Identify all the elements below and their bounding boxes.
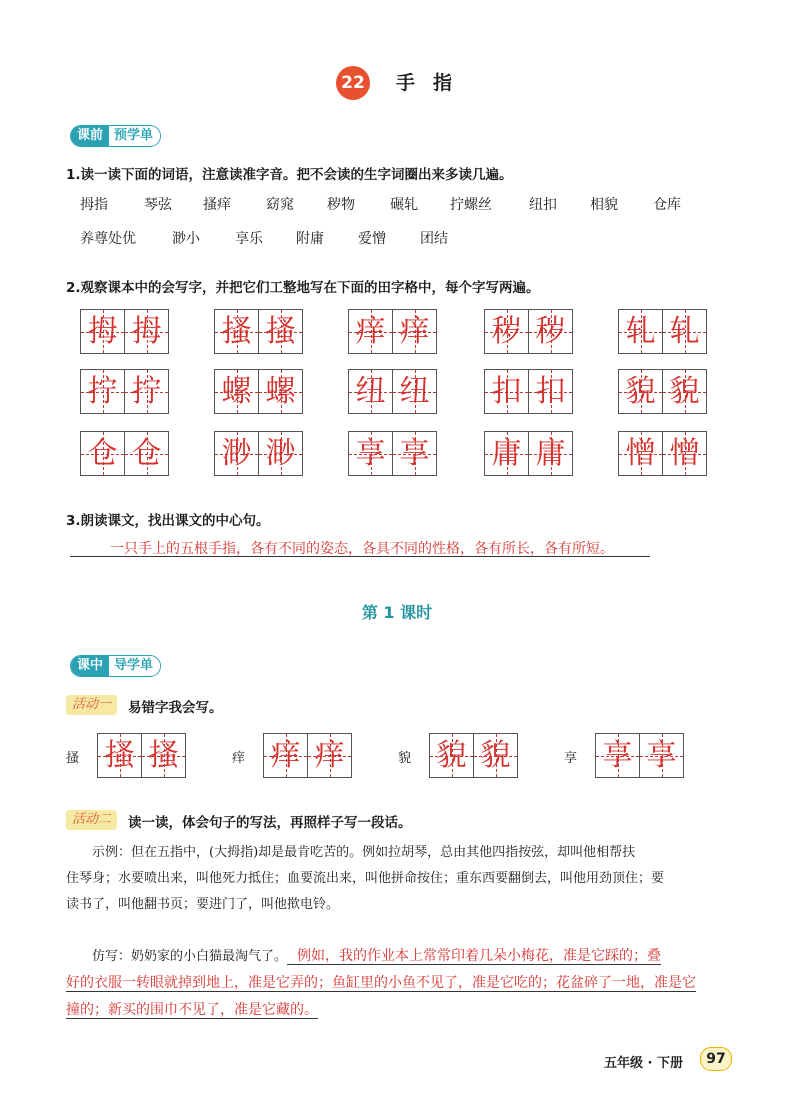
tianzige-cell: 享: [393, 432, 436, 475]
tianzige-cell: 仓: [125, 432, 168, 475]
tianzige-cell: 貌: [663, 370, 706, 413]
activity-2-text: 读一读，体会句子的写法，再照样子写一段话。: [128, 815, 412, 831]
tianzige: [214, 369, 303, 414]
tianzige-cell: 搔: [98, 734, 142, 777]
example-line: 住琴身；水要喷出来，叫他死力抵住；血要流出来，叫他拼命按住；重东西要翻倒去，叫他用劲顶住；要: [66, 871, 665, 886]
tianzige-cell: 庸: [485, 432, 529, 475]
word: 碾轧: [390, 197, 418, 213]
word: 相貌: [590, 197, 618, 213]
tianzige-cell: 搔: [142, 734, 185, 777]
activity-1-label: 享: [564, 751, 578, 766]
tianzige: [595, 733, 684, 778]
tianzige-cell: 庸: [529, 432, 572, 475]
tianzige-cell: 享: [349, 432, 393, 475]
question-3: 3.朗读课文，找出课文的中心句。: [66, 513, 270, 529]
tianzige: [80, 309, 169, 354]
tianzige-cell: 搔: [215, 310, 259, 353]
lesson-title: 手指: [396, 72, 471, 94]
word: 爱憎: [358, 231, 386, 247]
tianzige: [484, 309, 573, 354]
tianzige-cell: 秽: [485, 310, 529, 353]
tianzige-cell: 憎: [619, 432, 663, 475]
imitation-paragraph: [66, 943, 736, 1024]
tianzige-cell: 拧: [81, 370, 125, 413]
tianzige-cell: 享: [596, 734, 640, 777]
tianzige: [80, 431, 169, 476]
tianzige: [80, 369, 169, 414]
central-sentence-answer: 一只手上的五根手指，各有不同的姿态，各具不同的性格，各有所长，各有所短。: [110, 541, 614, 557]
tianzige-cell: 渺: [259, 432, 302, 475]
word: 享乐: [235, 231, 263, 247]
tianzige-cell: 纽: [393, 370, 436, 413]
section-tag-label: 课前: [71, 126, 109, 146]
tianzige-cell: 搔: [259, 310, 302, 353]
period-title: 第 1 课时: [361, 603, 433, 622]
activity-1-label: 貌: [398, 751, 412, 766]
tianzige-cell: 貌: [474, 734, 517, 777]
word: 纽扣: [529, 197, 557, 213]
tianzige-cell: 扣: [485, 370, 529, 413]
tianzige-cell: 螺: [215, 370, 259, 413]
imitation-answer: 例如，我的作业本上常常印着几朵小梅花，准是它踩的；叠: [287, 948, 661, 965]
tianzige-cell: 憎: [663, 432, 706, 475]
tianzige: [618, 309, 707, 354]
activity-1-label: 搔: [66, 751, 80, 766]
word: 仓库: [653, 197, 681, 213]
tianzige-cell: 貌: [430, 734, 474, 777]
example-paragraph: [66, 840, 736, 918]
lesson-number-badge: 22: [336, 66, 370, 100]
tianzige: [348, 431, 437, 476]
tianzige-cell: 痒: [264, 734, 308, 777]
tianzige-cell: 痒: [308, 734, 351, 777]
page-number: 97: [700, 1047, 732, 1071]
question-2: 2.观察课本中的会写字，并把它们工整地写在下面的田字格中，每个字写两遍。: [66, 280, 540, 296]
tianzige-cell: 渺: [215, 432, 259, 475]
tianzige-cell: 轧: [663, 310, 706, 353]
activity-2-tag: 活动二: [66, 810, 117, 830]
tianzige-cell: 拇: [125, 310, 168, 353]
word: 秽物: [327, 197, 355, 213]
tianzige: [214, 309, 303, 354]
word: 琴弦: [144, 197, 172, 213]
tianzige-cell: 螺: [259, 370, 302, 413]
word: 拧螺丝: [450, 197, 492, 213]
section-tag-prestudy: [70, 125, 161, 147]
tianzige-cell: 拧: [125, 370, 168, 413]
tianzige: [214, 431, 303, 476]
section-tag-sub: 预学单: [109, 126, 160, 146]
word: 窈窕: [266, 197, 294, 213]
tianzige: [484, 431, 573, 476]
tianzige: [484, 369, 573, 414]
tianzige: [618, 369, 707, 414]
tianzige-cell: 貌: [619, 370, 663, 413]
tianzige-cell: 秽: [529, 310, 572, 353]
tianzige: [348, 369, 437, 414]
imitation-answer: 撞的；新买的围巾不见了，准是它藏的。: [66, 1002, 318, 1018]
example-line: 示例：但在五指中，(大拇指)却是最肯吃苦的。例如拉胡琴，总由其他四指按弦，却叫他相帮扶: [92, 845, 636, 860]
section-tag-sub: 导学单: [109, 656, 160, 676]
word: 养尊处优: [80, 231, 136, 247]
tianzige: [618, 431, 707, 476]
answer-line: [70, 538, 650, 557]
tianzige-cell: 扣: [529, 370, 572, 413]
tianzige-cell: 拇: [81, 310, 125, 353]
word: 渺小: [172, 231, 200, 247]
example-line: 读书了，叫他翻书页；要进门了，叫他揿电铃。: [66, 897, 340, 912]
word: 团结: [420, 231, 448, 247]
word: 拇指: [80, 197, 108, 213]
activity-1-tag: 活动一: [66, 695, 117, 715]
tianzige-cell: 享: [640, 734, 683, 777]
tianzige-cell: 痒: [349, 310, 393, 353]
imitation-prefix: 仿写：奶奶家的小白猫最淘气了。: [92, 949, 288, 964]
tianzige-cell: 纽: [349, 370, 393, 413]
question-1: 1.读一读下面的词语，注意读准字音。把不会读的生字词圈出来多读几遍。: [66, 167, 513, 183]
section-tag-label: 课中: [71, 656, 109, 676]
tianzige: [348, 309, 437, 354]
grade-label: 五年级 · 下册: [604, 1056, 683, 1071]
activity-1-text: 易错字我会写。: [128, 700, 223, 716]
tianzige-cell: 轧: [619, 310, 663, 353]
tianzige-cell: 仓: [81, 432, 125, 475]
tianzige: [263, 733, 352, 778]
word: 附庸: [296, 231, 324, 247]
word: 搔痒: [203, 197, 231, 213]
tianzige: [429, 733, 518, 778]
tianzige: [97, 733, 186, 778]
activity-1-label: 痒: [232, 751, 246, 766]
section-tag-guided: [70, 655, 161, 677]
imitation-answer: 好的衣服一转眼就掉到地上，准是它弄的；鱼缸里的小鱼不见了，准是它吃的；花盆碎了一地，准是它: [66, 975, 696, 991]
tianzige-cell: 痒: [393, 310, 436, 353]
